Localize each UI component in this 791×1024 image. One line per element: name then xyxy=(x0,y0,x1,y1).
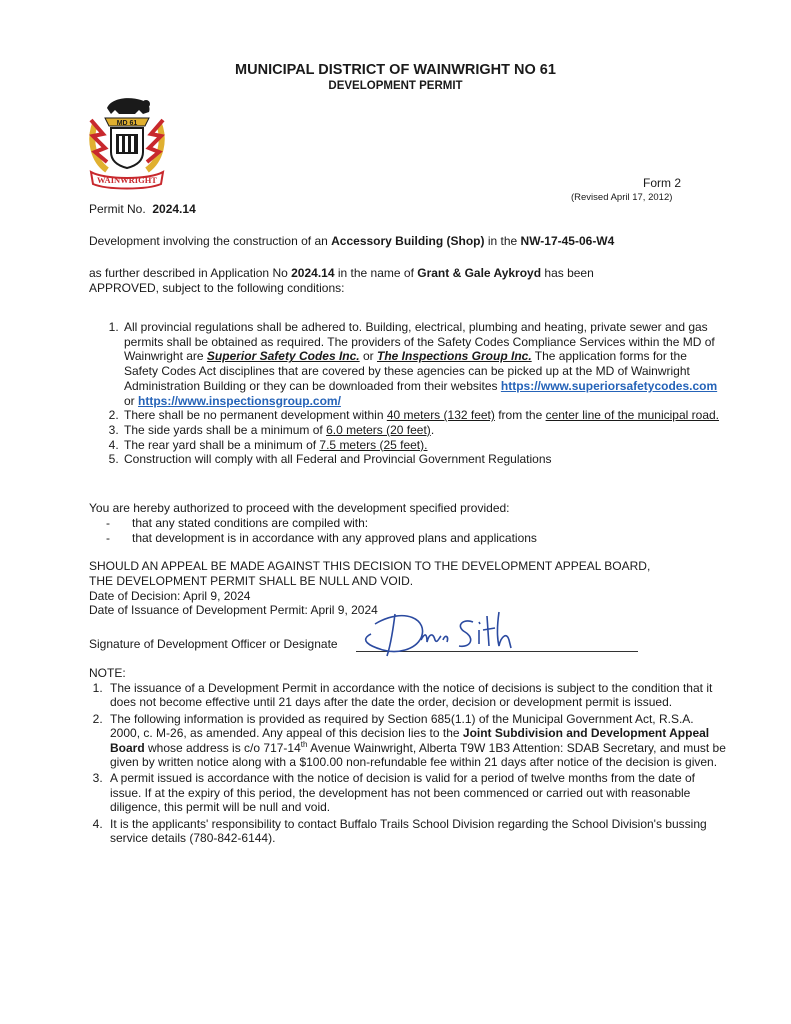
legal-land-location: NW-17-45-06-W4 xyxy=(520,234,615,248)
inspections-group-link[interactable]: https://www.inspectionsgroup.com/ xyxy=(138,393,341,408)
md-wainwright-crest-logo xyxy=(85,94,169,190)
permit-number-line xyxy=(89,202,196,216)
condition-item: 5. Construction will comply with all Federal and Provincial Government Regulations xyxy=(122,452,722,467)
authorization-statement: You are hereby authorized to proceed with the development specified provided: xyxy=(89,501,510,515)
handwritten-signature xyxy=(355,600,530,662)
note-item: 3. A permit issued is accordance with the notice of decision is valid for a period of twelve months from the date of issue. If at the expiry of this period, the development has not been commenced or carried out with reasonable diligence, this permit will be null and void. xyxy=(106,771,726,814)
condition-text: from the xyxy=(494,408,546,423)
intro-text: in the xyxy=(484,234,521,248)
signature-label: Signature of Development Officer or Designate xyxy=(89,637,338,651)
application-number: 2024.14 xyxy=(291,266,335,280)
condition-text: . xyxy=(430,422,435,437)
crest-banner-top-text: MD 61 xyxy=(116,120,138,127)
development-description xyxy=(89,234,614,249)
condition-text: or xyxy=(359,349,377,364)
side-yard-minimum: 6.0 meters (20 feet) xyxy=(326,422,431,437)
condition-item xyxy=(122,408,722,423)
authorization-provisos xyxy=(106,516,537,546)
condition-item xyxy=(122,423,722,438)
rear-yard-minimum: 7.5 meters (25 feet). xyxy=(319,437,428,452)
condition-text: The rear yard shall be a minimum of xyxy=(124,437,320,452)
condition-text: All provincial regulations shall be adhered to. Building, electrical, plumbing and heating, private sewer and gas permits shall be obtained as required. The providers of the Safety Codes Compliance Services within the MD of Wainwright are xyxy=(124,320,715,364)
development-type: Accessory Building (Shop) xyxy=(331,234,485,248)
proviso-item: - that any stated conditions are compiled with: xyxy=(106,516,537,531)
note-text: Avenue Wainwright, Alberta T9W 1B3 Attention: SDAB Secretary, and must be given by written notice along with a $100.00 non-refundable fee within 21 days after notice of the decision is given. xyxy=(110,740,726,770)
setback-reference: center line of the municipal road. xyxy=(545,408,720,423)
appeal-warning-line: SHOULD AN APPEAL BE MADE AGAINST THIS DECISION TO THE DEVELOPMENT APPEAL BOARD, xyxy=(89,559,651,573)
note-item xyxy=(106,712,726,770)
application-description xyxy=(89,266,594,281)
appeal-warning-line: THE DEVELOPMENT PERMIT SHALL BE NULL AND VOID. xyxy=(89,573,414,588)
permit-number-value: 2024.14 xyxy=(152,202,196,216)
condition-text: There shall be no permanent development within xyxy=(124,408,387,423)
note-text: The following information is provided as required by Section 685(1.1) of the Municipal Government Act, R.S.A. 2000, c. M-26, as amended. Any appeal of this decision lies to the xyxy=(110,711,694,741)
notes-list xyxy=(89,681,726,847)
proviso-item: - that development is in accordance with any approved plans and applications xyxy=(106,531,537,546)
note-text: whose address is c/o 717-14 xyxy=(144,740,301,755)
conditions-list xyxy=(89,320,722,467)
condition-item xyxy=(122,438,722,453)
setback-distance: 40 meters (132 feet) xyxy=(386,408,495,423)
intro-text: in the name of xyxy=(334,266,418,280)
condition-text: The side yards shall be a minimum of xyxy=(124,422,327,437)
crest-banner-bottom-text: WAINWRIGHT xyxy=(97,175,157,185)
ordinal-suffix: th xyxy=(300,739,308,749)
permit-number-label: Permit No. xyxy=(89,202,146,216)
approval-statement: APPROVED, subject to the following conditions: xyxy=(89,281,345,295)
date-of-decision: Date of Decision: April 9, 2024 xyxy=(89,588,251,603)
inspections-group-name: The Inspections Group Inc. xyxy=(376,349,532,364)
note-item: 4. It is the applicants' responsibility to contact Buffalo Trails School Division regarding the School Division's bussing service details (780-842-6144). xyxy=(106,817,726,846)
condition-text: or xyxy=(124,393,139,408)
form-number: Form 2 xyxy=(643,176,682,190)
form-revised-date: (Revised April 17, 2012) xyxy=(571,192,673,203)
appeal-board-name: Joint Subdivision and Development Appeal Board xyxy=(110,726,710,755)
superior-safety-codes-link[interactable]: https://www.superiorsafetycodes.com xyxy=(500,378,718,393)
condition-text: The application forms for the Safety Codes Act disciplines that are covered by these agencies can be picked up at the MD of Wainwright Administration Building or they can be downloaded from their websites xyxy=(124,349,690,393)
note-item: 1. The issuance of a Development Permit in accordance with the notice of decisions is subject to the condition that it does not become effective until 21 days after the date the order, decision or development permit is issued. xyxy=(106,681,726,710)
notes-header: NOTE: xyxy=(89,666,126,680)
document-title: MUNICIPAL DISTRICT OF WAINWRIGHT NO 61 xyxy=(235,62,556,78)
condition-item xyxy=(122,320,722,408)
document-subtitle: DEVELOPMENT PERMIT xyxy=(328,80,463,92)
intro-text: has been xyxy=(541,266,594,280)
date-of-issuance: Date of Issuance of Development Permit: April 9, 2024 xyxy=(89,603,378,618)
intro-text: as further described in Application No xyxy=(89,266,292,280)
intro-text: Development involving the construction of an xyxy=(89,234,332,248)
superior-safety-codes-name: Superior Safety Codes Inc. xyxy=(206,349,360,364)
applicant-name: Grant & Gale Aykroyd xyxy=(417,266,542,280)
